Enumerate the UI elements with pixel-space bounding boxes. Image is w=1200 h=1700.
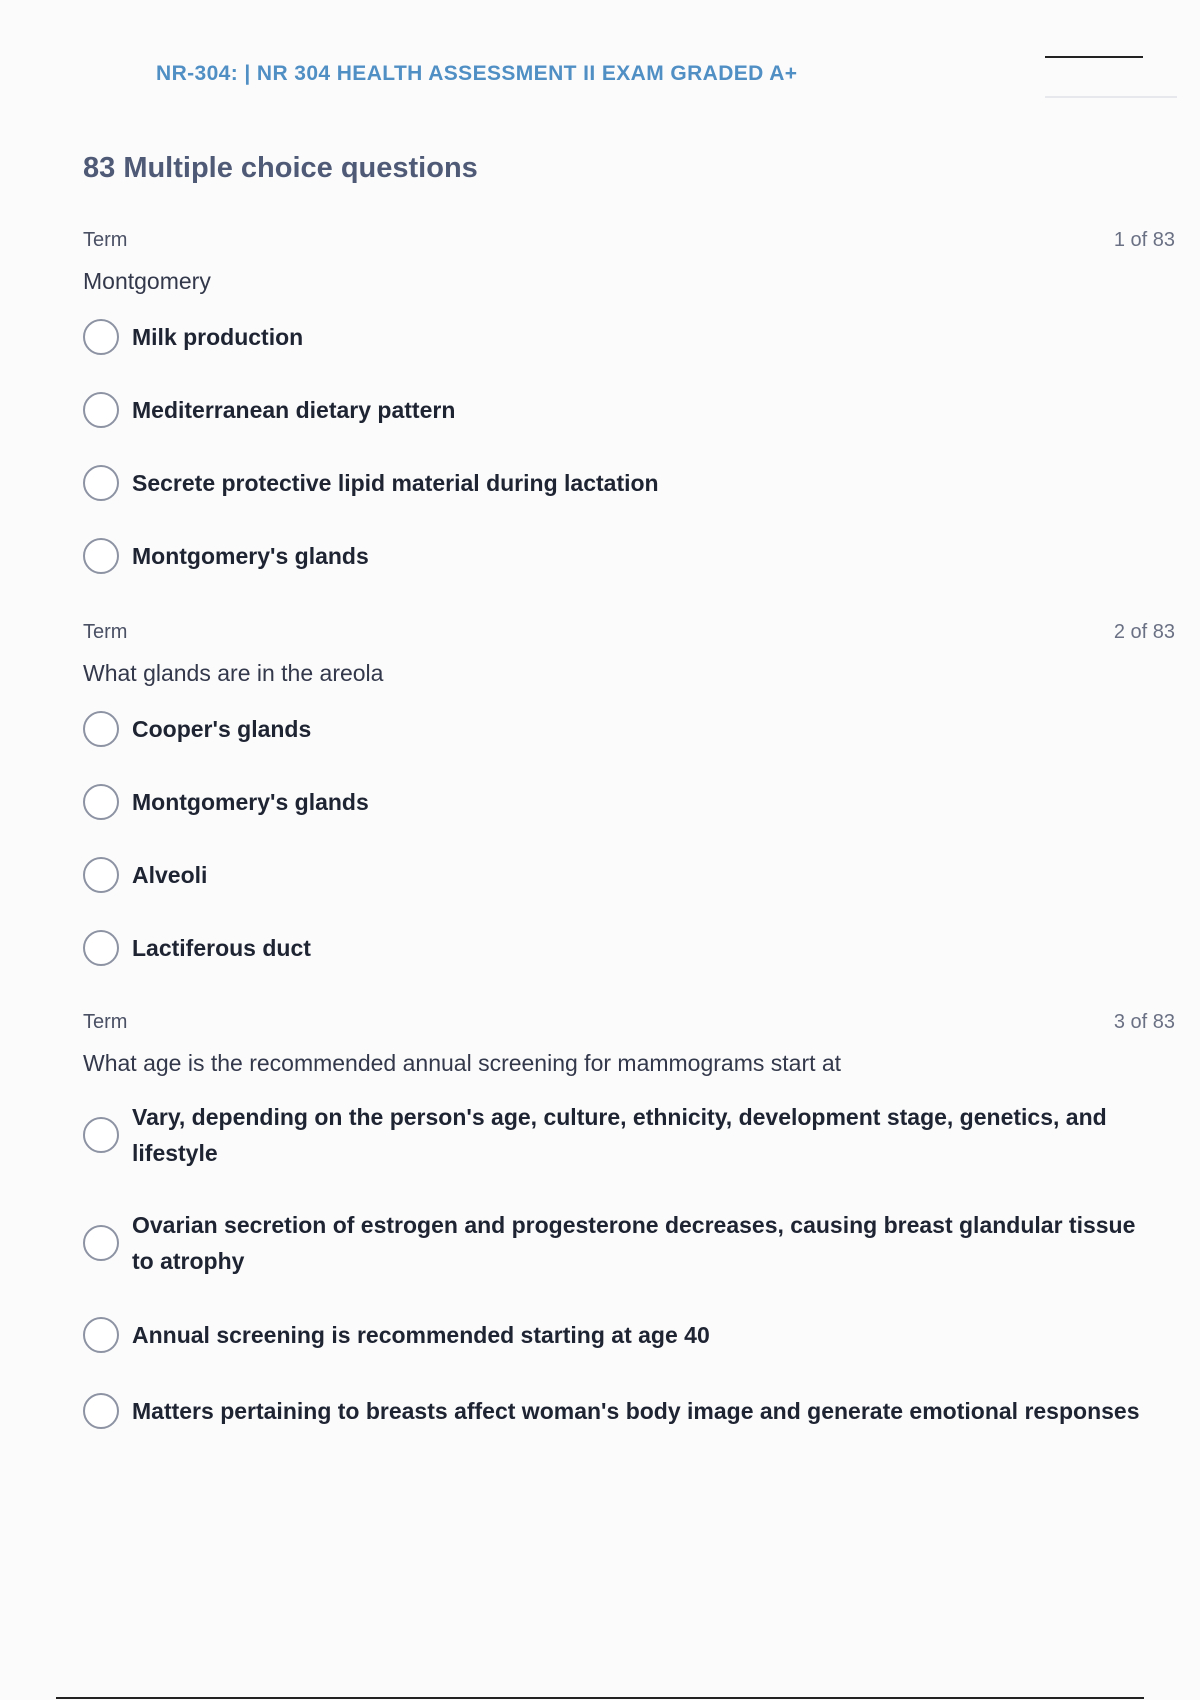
radio-circle-icon[interactable] [83,538,119,574]
answer-option[interactable] [83,1099,1175,1171]
radio-circle-icon[interactable] [83,1225,119,1261]
question-counter: 2 of 83 [1113,621,1175,643]
question-card-1 [83,229,1175,609]
answer-option[interactable] [83,463,1175,503]
radio-circle-icon[interactable] [83,465,119,501]
answer-option-label: Montgomery's glands [132,543,369,569]
term-label: Term [83,229,128,251]
radio-circle-icon[interactable] [83,319,119,355]
radio-circle-icon[interactable] [83,392,119,428]
term-label: Term [83,1011,128,1033]
document-title: NR-304: | NR 304 HEALTH ASSESSMENT II EXAM GRADED A+ [156,62,798,85]
answer-option[interactable] [83,709,1175,749]
answer-options [83,317,1175,576]
radio-circle-icon[interactable] [83,711,119,747]
answer-options [83,709,1175,968]
radio-circle-icon[interactable] [83,930,119,966]
answer-options [83,1099,1175,1431]
term-label: Term [83,621,128,643]
answer-option[interactable] [83,928,1175,968]
question-counter: 3 of 83 [1113,1011,1175,1033]
answer-option-label: Vary, depending on the person's age, culture, ethnicity, development stage, genetics, and lifestyle [132,1104,1107,1166]
answer-option-label: Lactiferous duct [132,935,311,961]
answer-option-label: Milk production [132,324,304,350]
header-rule-faint [1045,96,1177,98]
footer-rule [56,1697,1144,1699]
answer-option[interactable] [83,782,1175,822]
answer-option[interactable] [83,317,1175,357]
answer-option-label: Annual screening is recommended starting at age 40 [132,1322,710,1348]
question-prompt: Montgomery [83,268,211,294]
answer-option[interactable] [83,536,1175,576]
answer-option-label: Montgomery's glands [132,789,369,815]
radio-circle-icon[interactable] [83,1393,119,1429]
answer-option-label: Secrete protective lipid material during lactation [132,470,659,496]
answer-option-label: Ovarian secretion of estrogen and progesterone decreases, causing breast glandular tissue to atrophy [132,1212,1136,1274]
radio-circle-icon[interactable] [83,1317,119,1353]
radio-circle-icon[interactable] [83,784,119,820]
question-counter: 1 of 83 [1113,229,1175,251]
answer-option[interactable] [83,855,1175,895]
answer-option[interactable] [83,1315,1175,1355]
answer-option-label: Mediterranean dietary pattern [132,397,456,423]
answer-option-label: Alveoli [132,862,208,888]
question-card-2 [83,621,1175,1001]
header-rule [1045,56,1143,58]
radio-circle-icon[interactable] [83,857,119,893]
radio-circle-icon[interactable] [83,1117,119,1153]
question-card-3 [83,1011,1175,1467]
answer-option[interactable] [83,390,1175,430]
set-heading: 83 Multiple choice questions [83,152,478,184]
answer-option-label: Cooper's glands [132,716,312,742]
question-prompt: What age is the recommended annual screening for mammograms start at [83,1050,842,1076]
question-prompt: What glands are in the areola [83,660,384,686]
answer-option[interactable] [83,1207,1175,1279]
answer-option-label: Matters pertaining to breasts affect woman's body image and generate emotional responses [132,1398,1140,1424]
answer-option[interactable] [83,1391,1175,1431]
